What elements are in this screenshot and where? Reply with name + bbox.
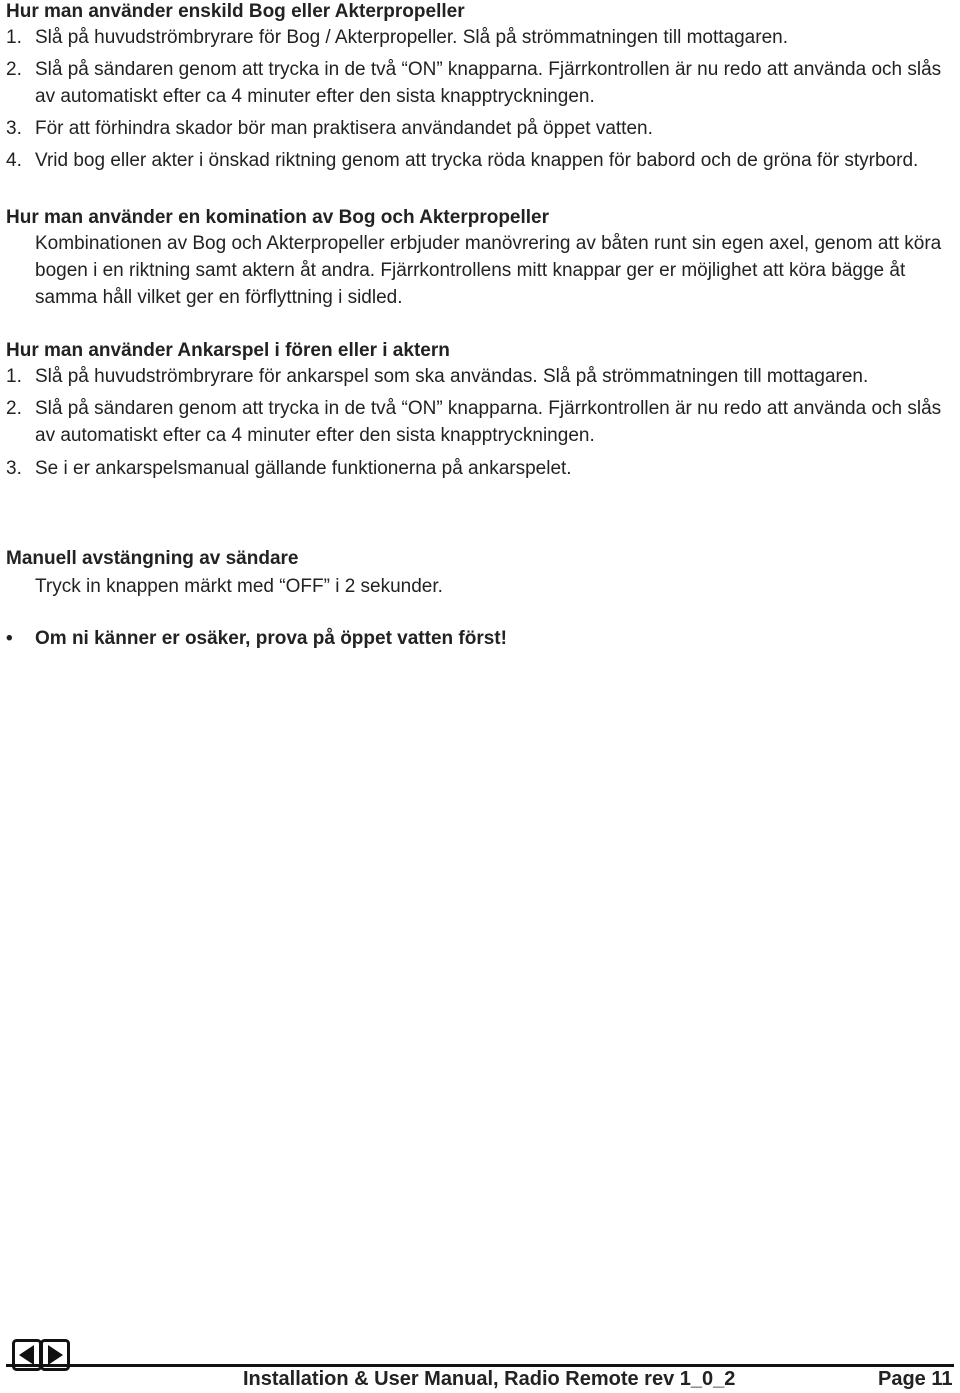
section-heading: Manuell avstängning av sändare xyxy=(6,548,299,569)
list-item xyxy=(6,363,954,390)
section-heading: Hur man använder enskild Bog eller Akterpropeller xyxy=(6,1,465,22)
list-number: 2. xyxy=(6,398,22,419)
list-number: 2. xyxy=(6,59,22,80)
list-text: Slå på sändaren genom att trycka in de två “ON” knapparna. Fjärrkontrollen är nu redo att använda och slås av automatiskt efter ca 4 minuter efter den sista knapptryckningen. xyxy=(35,398,942,446)
footer-divider xyxy=(6,1364,954,1367)
list-number: 1. xyxy=(6,366,22,387)
list-text: Slå på huvudströmbryrare för Bog / Akterpropeller. Slå på strömmatningen till mottagaren. xyxy=(35,27,788,48)
warning-note xyxy=(6,625,954,652)
footer-manual-title: Installation & User Manual, Radio Remote rev 1_0_2 xyxy=(243,1368,736,1390)
section-body: Kombinationen av Bog och Akterpropeller erbjuder manövrering av båten runt sin egen axel, genom att köra bogen i en riktning samt aktern åt andra. Fjärrkontrollens mitt knappar ger er möjlighet att köra bägge åt samma håll vilket ger en förflyttning i sidled. xyxy=(35,233,942,308)
section-single-thruster xyxy=(6,0,954,174)
section-anchor-winch xyxy=(6,339,954,482)
list-text: Slå på sändaren genom att trycka in de två “ON” knapparna. Fjärrkontrollen är nu redo att använda och slås av automatiskt efter ca 4 minuter efter den sista knapptryckningen. xyxy=(35,59,942,107)
footer-page-number: Page 11 xyxy=(878,1368,953,1390)
section-heading: Hur man använder Ankarspel i fören eller i aktern xyxy=(6,340,450,361)
list-item xyxy=(6,56,954,110)
list-item xyxy=(6,24,954,51)
warning-text: Om ni känner er osäker, prova på öppet vatten först! xyxy=(35,628,507,649)
list-number: 3. xyxy=(6,118,22,139)
list-number: 3. xyxy=(6,458,22,479)
bullet: • xyxy=(6,628,13,649)
list-item xyxy=(6,395,954,449)
list-number: 4. xyxy=(6,150,22,171)
section-heading: Hur man använder en komination av Bog och Akterpropeller xyxy=(6,207,550,228)
list-text: Se i er ankarspelsmanual gällande funktionerna på ankarspelet. xyxy=(35,458,572,479)
section-manual-shutdown xyxy=(6,547,954,600)
section-body: Tryck in knappen märkt med “OFF” i 2 sekunder. xyxy=(35,576,443,597)
list-text: Slå på huvudströmbryrare för ankarspel som ska användas. Slå på strömmatningen till mottagaren. xyxy=(35,366,869,387)
section-combination xyxy=(6,206,954,311)
list-item xyxy=(6,147,954,174)
list-item xyxy=(6,115,954,142)
list-number: 1. xyxy=(6,27,22,48)
list-text: Vrid bog eller akter i önskad riktning genom att trycka röda knappen för babord och de gröna för styrbord. xyxy=(35,150,919,171)
list-item xyxy=(6,455,954,482)
list-text: För att förhindra skador bör man praktisera användandet på öppet vatten. xyxy=(35,118,653,139)
